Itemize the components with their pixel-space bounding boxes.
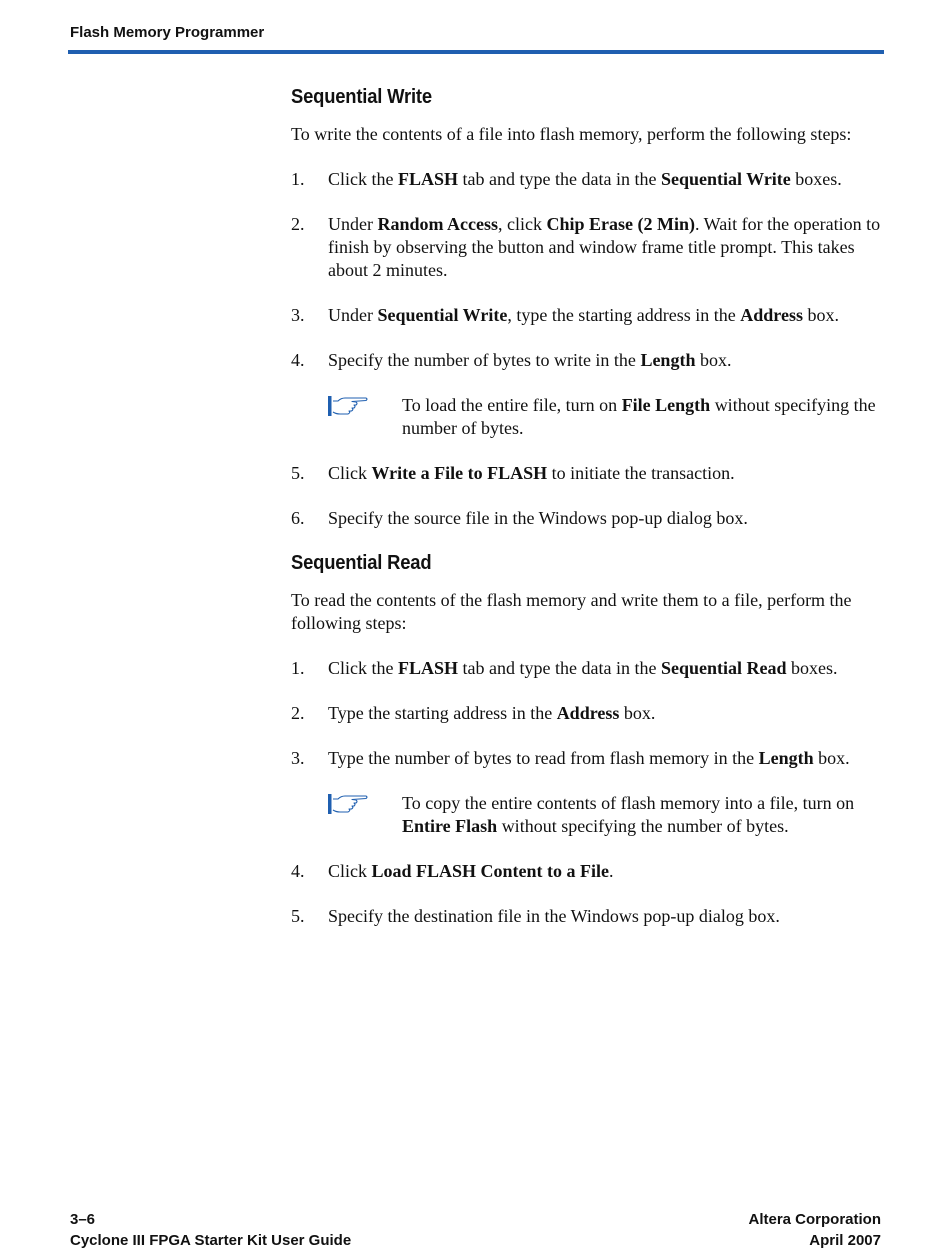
text-run: To copy the entire contents of flash memory into a file, turn on: [402, 793, 855, 813]
text-run: Click the: [328, 658, 398, 678]
ui-term: Sequential Write: [377, 305, 508, 325]
ui-term: File Length: [621, 395, 711, 415]
text-run: . Wait for the operation to finish by observing the button and window frame title prompt. This takes about 2 minutes.: [328, 214, 881, 280]
step-text: [328, 906, 780, 926]
list-item: [291, 349, 883, 372]
ui-term: Sequential Read: [660, 658, 787, 678]
text-run: Type the number of bytes to read from flash memory in the: [328, 748, 759, 768]
step-number: 3.: [291, 305, 305, 325]
sequential-write-section: [291, 86, 883, 530]
page-number: 3–6: [70, 1211, 96, 1228]
list-item: [291, 702, 883, 725]
list-item: [291, 213, 883, 282]
step-number: 5.: [291, 906, 305, 926]
list-item: [291, 747, 883, 770]
note-callout: [291, 394, 883, 440]
section-intro: To read the contents of the flash memory and write them to a file, perform the following steps:: [291, 590, 852, 633]
header-rule: [68, 50, 884, 54]
text-run: Specify the number of bytes to write in the: [328, 350, 641, 370]
text-run: , type the starting address in the: [507, 305, 741, 325]
text-run: .: [609, 861, 614, 881]
step-number: 6.: [291, 508, 305, 528]
ui-term: Address: [556, 703, 620, 723]
text-run: without specifying the number of bytes.: [402, 395, 876, 438]
text-run: Click: [328, 463, 372, 483]
list-item: [291, 462, 883, 485]
step-text: [328, 658, 837, 678]
text-run: box.: [802, 305, 839, 325]
ui-term: Load FLASH Content to a File: [371, 861, 610, 881]
publication-date: April 2007: [809, 1232, 881, 1249]
section-heading-sequential-read: Sequential Read: [291, 552, 432, 574]
text-run: Click the: [328, 169, 398, 189]
running-header: Flash Memory Programmer: [70, 24, 265, 41]
note-text: [402, 395, 876, 438]
guide-title: Cyclone III FPGA Starter Kit User Guide: [70, 1232, 352, 1249]
step-number: 3.: [291, 748, 305, 768]
text-run: Specify the destination file in the Windows pop-up dialog box.: [328, 906, 780, 926]
text-run: Under: [328, 305, 378, 325]
list-item: [291, 304, 883, 327]
main-content: [291, 86, 883, 950]
step-number: 1.: [291, 169, 305, 189]
ui-term: Entire Flash: [402, 816, 498, 836]
ui-term: Length: [758, 748, 814, 768]
step-number: 4.: [291, 861, 305, 881]
text-run: tab and type the data in the: [458, 658, 661, 678]
text-run: Under: [328, 214, 378, 234]
section-heading-sequential-write: Sequential Write: [291, 86, 432, 108]
ui-term: Chip Erase (2 Min): [546, 214, 695, 234]
text-run: Type the starting address in the: [328, 703, 557, 723]
list-item: [291, 507, 883, 530]
text-run: box.: [695, 350, 732, 370]
ui-term: Sequential Write: [660, 169, 791, 189]
text-run: without specifying the number of bytes.: [497, 816, 789, 836]
step-number: 1.: [291, 658, 305, 678]
pointing-hand-icon: [328, 793, 370, 815]
step-number: 2.: [291, 214, 305, 234]
ui-term: Write a File to FLASH: [371, 463, 548, 483]
steps-list: [291, 657, 883, 928]
text-run: box.: [619, 703, 656, 723]
text-run: Specify the source file in the Windows pop-up dialog box.: [328, 508, 748, 528]
text-run: box.: [813, 748, 850, 768]
step-text: [328, 508, 748, 528]
steps-list: [291, 168, 883, 530]
step-number: 5.: [291, 463, 305, 483]
ui-term: FLASH: [398, 169, 459, 189]
list-item: [291, 860, 883, 883]
company-name: Altera Corporation: [748, 1211, 881, 1228]
text-run: To load the entire file, turn on: [402, 395, 622, 415]
step-text: [328, 748, 850, 768]
step-text: [328, 350, 731, 370]
list-item: [291, 168, 883, 191]
note-callout: [291, 792, 883, 838]
step-text: [328, 169, 842, 189]
ui-term: Random Access: [377, 214, 498, 234]
section-intro: To write the contents of a file into flash memory, perform the following steps:: [291, 124, 852, 144]
ui-term: FLASH: [398, 658, 459, 678]
sequential-read-section: [291, 552, 883, 928]
ui-term: Address: [740, 305, 803, 325]
ui-term: Length: [640, 350, 696, 370]
text-run: tab and type the data in the: [458, 169, 661, 189]
step-text: [328, 214, 880, 280]
pointing-hand-icon: [328, 395, 370, 417]
text-run: to initiate the transaction.: [547, 463, 735, 483]
list-item: [291, 905, 883, 928]
text-run: , click: [497, 214, 547, 234]
text-run: boxes.: [786, 658, 838, 678]
step-text: [328, 861, 614, 881]
text-run: boxes.: [790, 169, 842, 189]
step-text: [328, 305, 839, 325]
text-run: Click: [328, 861, 372, 881]
step-text: [328, 703, 655, 723]
note-text: [402, 793, 854, 836]
step-number: 2.: [291, 703, 305, 723]
step-text: [328, 463, 735, 483]
list-item: [291, 657, 883, 680]
step-number: 4.: [291, 350, 305, 370]
